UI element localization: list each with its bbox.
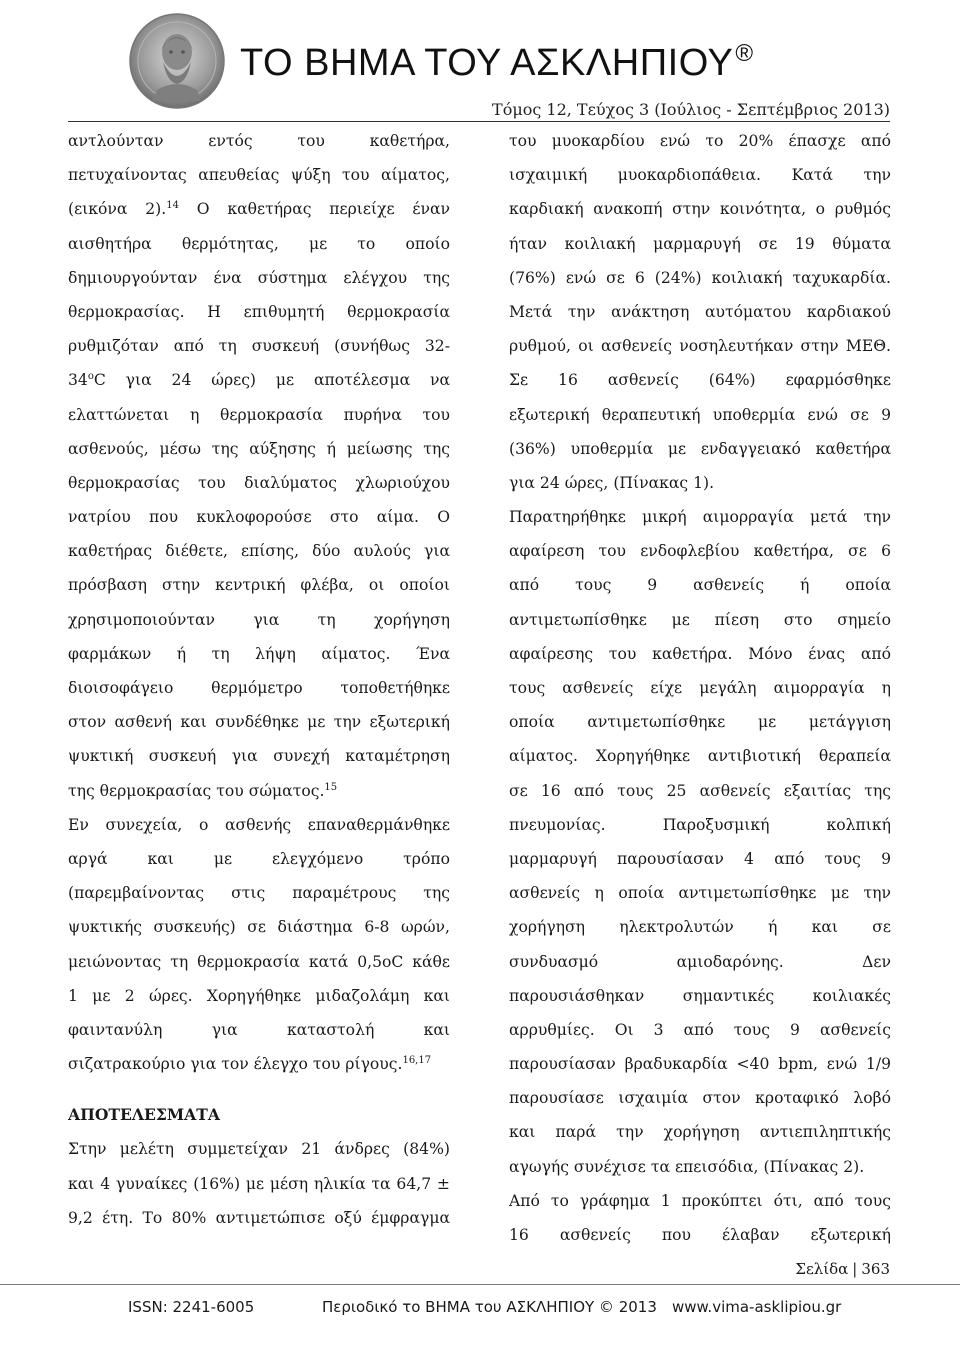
text-line: συνδυασμό αμιοδαρόνης. Δεν — [509, 952, 891, 971]
text-line: αγωγής συνέχισε τα επεισόδια, (Πίνακας 2). — [509, 1157, 865, 1176]
footer-issn: ISSN: 2241-6005 — [128, 1298, 255, 1316]
issue-info: Τόμος 12, Τεύχος 3 (Ιούλιος - Σεπτέμβριος 2013) — [492, 100, 890, 119]
text-line — [68, 192, 450, 226]
text-line: ψυκτική συσκευή για συνεχή καταμέτρηση — [68, 747, 450, 766]
text-line: σε 16 από τους 25 ασθενείς εξαιτίας της — [509, 781, 891, 800]
page-separator: | — [852, 1260, 858, 1278]
spacer — [68, 1081, 450, 1098]
citation-ref: 14 — [166, 200, 179, 212]
footer-website-link[interactable]: www.vima-asklipiou.gr — [672, 1298, 842, 1316]
text-line: θερμοκρασίας του διαλύματος χλωριούχου — [68, 473, 450, 492]
text-line: ελαττώνεται η θερμοκρασία πυρήνα του — [68, 405, 450, 424]
text-line: μαρμαρυγή παρουσίασαν 4 από τους 9 — [509, 849, 891, 868]
text-line — [68, 774, 450, 808]
page-number — [795, 1260, 890, 1278]
text-line: χρησιμοποιούνταν για τη χορήγηση — [68, 610, 450, 629]
text-line: από τους 9 ασθενείς ή οποία — [509, 576, 891, 595]
text-line: νατρίου που κυκλοφορούσε στο αίμα. Ο — [68, 508, 450, 527]
text-line: χορήγηση ηλεκτρολυτών ή και σε — [509, 918, 891, 937]
text-line: 16 ασθενείς που έλαβαν εξωτερική — [509, 1226, 891, 1244]
text-line: (76%) ενώ σε 6 (24%) κοιλιακή ταχυκαρδία. — [509, 268, 891, 287]
text-line: παρουσίασαν βραδυκαρδία <40 bpm, ενώ 1/9 — [509, 1055, 891, 1074]
text-line: τους ασθενείς είχε μεγάλη αιμορραγία η — [509, 679, 891, 697]
text-line: ασθενείς η οποία αντιμετωπίσθηκε με την — [509, 884, 891, 903]
text-line: (36%) υποθερμία με ενδαγγειακό καθετήρα — [509, 439, 891, 458]
text-line: διοισοφάγειο θερμόμετρο τοποθετήθηκε — [68, 679, 450, 697]
journal-logo — [127, 12, 227, 110]
text-line: Από το γράφημα 1 προκύπτει ότι, από τους — [509, 1191, 891, 1210]
text-line: αίματος. Χορηγήθηκε αντιβιοτική θεραπεία — [509, 747, 891, 766]
journal-title — [240, 40, 754, 84]
left-column — [68, 124, 450, 1235]
text-line: αντιμετωπίσθηκε με πίεση στο σημείο — [509, 610, 891, 629]
text-line: ισχαιμική μυοκαρδιοπάθεια. Κατά την — [509, 166, 891, 185]
text-line: πετυχαίνοντας απευθείας ψύξη του αίματος, — [68, 166, 450, 185]
text-fragment: C για 24 ώρες) με αποτέλεσμα να — [93, 371, 450, 390]
section-heading-results: ΑΠΟΤΕΛΕΣΜΑΤΑ — [68, 1105, 220, 1125]
text-line: Εν συνεχεία, ο ασθενής επαναθερμάνθηκε — [68, 815, 450, 834]
text-line: αφαίρεσης του καθετήρα. Μόνο ένας από — [509, 644, 891, 663]
text-line: καθετήρας διέθετε, επίσης, δύο αυλούς για — [68, 542, 450, 561]
page-number-value: 363 — [861, 1260, 890, 1278]
page-label: Σελίδα — [795, 1260, 849, 1278]
text-fragment: (εικόνα 2). — [68, 200, 167, 219]
text-line: αφαίρεση του ενδοφλεβίου καθετήρα, σε 6 — [509, 542, 891, 561]
text-line: θερμοκρασίας. Η επιθυμητή θερμοκρασία — [68, 302, 450, 321]
text-line: και παρά την χορήγηση αντιεπιληπτικής — [509, 1123, 891, 1142]
text-fragment: της θερμοκρασίας του σώματος. — [68, 781, 325, 800]
text-line: εξωτερική θεραπευτική υποθερμία ενώ σε 9 — [509, 405, 891, 424]
text-fragment: σιζατρακούριο για τον έλεγχο του ρίγους. — [68, 1055, 403, 1074]
text-line: παρουσιάσθηκαν σημαντικές κοιλιακές — [509, 986, 891, 1005]
text-line: (παρεμβαίνοντας στις παραμέτρους της — [68, 884, 450, 903]
text-line — [68, 363, 450, 397]
header-divider — [68, 121, 890, 122]
citation-ref: 15 — [324, 781, 338, 793]
text-line: Στην μελέτη συμμετείχαν 21 άνδρες (84%) — [68, 1140, 450, 1159]
text-line: στον ασθενή και συνδέθηκε με την εξωτερική — [68, 713, 450, 732]
text-line: ήταν κοιλιακή μαρμαρυγή σε 19 θύματα — [509, 234, 891, 253]
registered-mark: ® — [735, 40, 754, 67]
text-line: και 4 γυναίκες (16%) με μέση ηλικία τα 64,7 ± — [68, 1174, 450, 1193]
text-line: Μετά την ανάκτηση αυτόματου καρδιακού — [509, 302, 891, 321]
text-line: πνευμονίας. Παροξυσμική κολπική — [509, 815, 891, 834]
text-line: αντλούνταν εντός του καθετήρα, — [68, 132, 450, 150]
text-fragment: Ο καθετήρας περιείχε έναν — [196, 200, 450, 219]
citation-ref: 16,17 — [402, 1055, 432, 1067]
text-fragment: 34 — [68, 371, 88, 390]
text-line: 9,2 έτη. Το 80% αντιμετώπισε οξύ έμφραγμα — [68, 1208, 450, 1227]
text-line: για 24 ώρες, (Πίνακας 1). — [509, 473, 715, 492]
footer-journal: Περιοδικό το ΒΗΜΑ του ΑΣΚΛΗΠΙΟΥ © 2013 — [322, 1298, 657, 1316]
text-line: Παρατηρήθηκε μικρή αιμορραγία μετά την — [509, 508, 891, 527]
text-line: φαιντανύλη για καταστολή και — [68, 1020, 450, 1039]
text-line: αισθητήρα θερμότητας, με το οποίο — [68, 234, 450, 253]
text-line: του μυοκαρδίου ενώ το 20% έπασχε από — [509, 132, 891, 150]
journal-title-text: ΤΟ ΒΗΜΑ ΤΟΥ ΑΣΚΛΗΠΙΟΥ — [240, 42, 734, 84]
text-line: ψυκτικής συσκευής) σε διάστημα 6-8 ωρών, — [68, 918, 450, 937]
text-line — [68, 1047, 450, 1081]
text-line: πρόσβαση στην κεντρική φλέβα, οι οποίοι — [68, 576, 450, 595]
text-line: αργά και με ελεγχόμενο τρόπο — [68, 849, 450, 868]
text-line: οποία αντιμετωπίσθηκε με μετάγγιση — [509, 713, 891, 732]
text-line: μειώνοντας τη θερμοκρασία κατά 0,5οC κάθε — [68, 952, 450, 971]
text-line: παρουσίασε ισχαιμία στον κροταφικό λοβό — [509, 1089, 891, 1108]
text-line: Σε 16 ασθενείς (64%) εφαρμόσθηκε — [509, 371, 891, 390]
footer-divider — [0, 1284, 960, 1285]
text-line: ρυθμού, οι ασθενείς νοσηλευτήκαν στην ΜΕΘ. — [509, 337, 891, 356]
text-line: φαρμάκων ή τη λήψη αίματος. Ένα — [68, 644, 450, 663]
degree-sup: o — [87, 371, 94, 383]
text-line: καρδιακή ανακοπή στην κοινότητα, ο ρυθμός — [509, 200, 891, 219]
asklepios-bust-logo-icon — [127, 12, 227, 110]
text-line: αρρυθμίες. Οι 3 από τους 9 ασθενείς — [509, 1020, 891, 1039]
text-line: ρυθμιζόταν από τη συσκευή (συνήθως 32- — [68, 337, 450, 356]
right-column — [509, 124, 891, 1252]
text-line: δημιουργούνταν ένα σύστημα ελέγχου της — [68, 268, 450, 287]
text-line: 1 με 2 ώρες. Χορηγήθηκε μιδαζολάμη και — [68, 986, 450, 1005]
text-line: ασθενούς, μέσω της αύξησης ή μείωσης της — [68, 439, 450, 458]
